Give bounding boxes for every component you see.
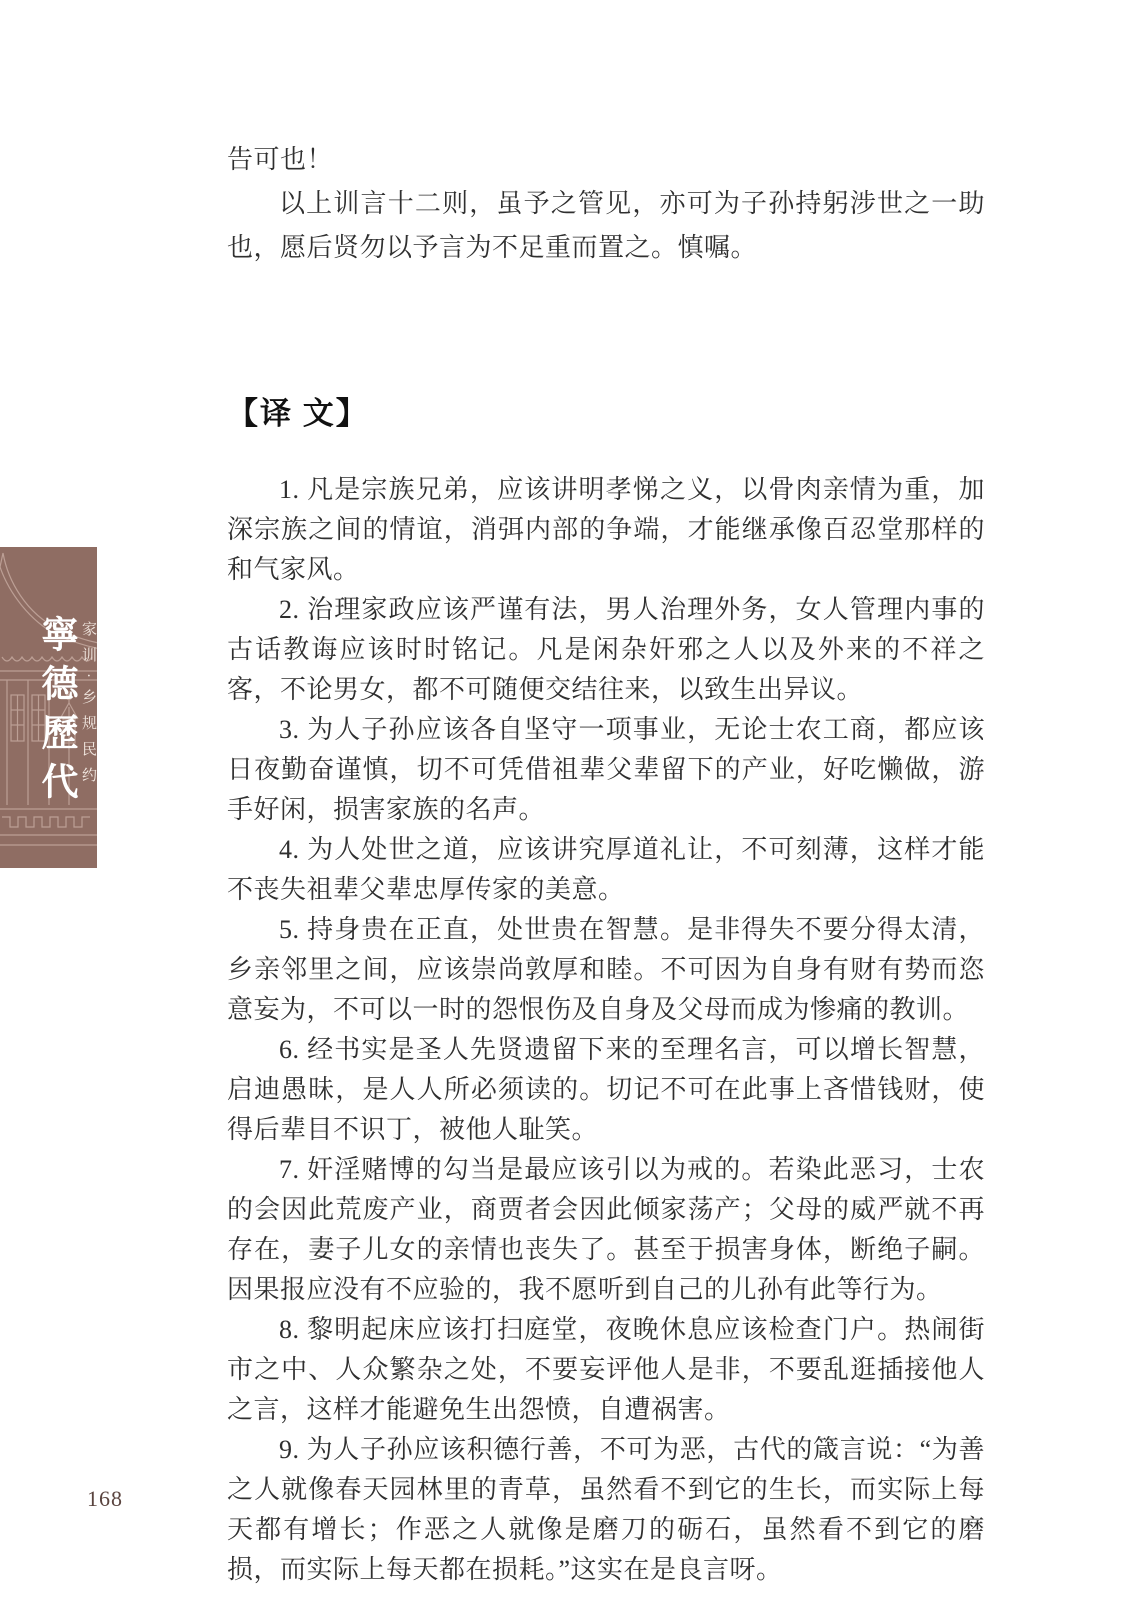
main-text-column bbox=[227, 138, 985, 1590]
opening-paragraph: 以上训言十二则，虽予之管见，亦可为子孙持躬涉世之一助也，愿后贤勿以予言为不足重而置之。慎嘱。 bbox=[227, 189, 985, 262]
opening-line: 告可也！ bbox=[227, 145, 334, 174]
translation-paragraph: 7. 奸淫赌博的勾当是最应该引以为戒的。若染此恶习，士农的会因此荒废产业，商贾者会因此倾家荡产；父母的威严就不再存在，妻子儿女的亲情也丧失了。甚至于损害身体，断绝子嗣。因果报应没有不应验的，我不愿听到自己的儿孙有此等行为。 bbox=[227, 1155, 985, 1304]
translation-paragraph: 1. 凡是宗族兄弟，应该讲明孝悌之义，以骨肉亲情为重，加深宗族之间的情谊，消弭内部的争端，才能继承像百忍堂那样的和气家风。 bbox=[227, 475, 985, 584]
translation-paragraph: 3. 为人子孙应该各自坚守一项事业，无论士农工商，都应该日夜勤奋谨慎，切不可凭借祖辈父辈留下的产业，好吃懒做，游手好闲，损害家族的名声。 bbox=[227, 715, 985, 824]
translation-paragraph: 2. 治理家政应该严谨有法，男人治理外务，女人管理内事的古话教诲应该时时铭记。凡是闲杂奸邪之人以及外来的不祥之客，不论男女，都不可随便交结往来，以致生出异议。 bbox=[227, 595, 985, 704]
translation-paragraph: 8. 黎明起床应该打扫庭堂，夜晚休息应该检查门户。热闹街市之中、人众繁杂之处，不要妄评他人是非，不要乱逛插接他人之言，这样才能避免生出怨愤，自遭祸害。 bbox=[227, 1315, 985, 1424]
section-heading-translation: 【译 文】 bbox=[227, 396, 369, 431]
translation-paragraphs bbox=[227, 470, 985, 1590]
opening-block bbox=[227, 138, 985, 270]
translation-paragraph: 9. 为人子孙应该积德行善，不可为恶，古代的箴言说：“为善之人就像春天园林里的青草，虽然看不到它的生长，而实际上每天都有增长；作恶之人就像是磨刀的砺石，虽然看不到它的磨损，而实际上每天都在损耗。”这实在是良言呀。 bbox=[227, 1435, 985, 1584]
series-title-vertical: 寧德歷代 bbox=[35, 615, 76, 811]
page-number: 168 bbox=[87, 1486, 123, 1511]
translation-paragraph: 5. 持身贵在正直，处世贵在智慧。是非得失不要分得太清，乡亲邻里之间，应该崇尚敦厚和睦。不可因为自身有财有势而恣意妄为，不可以一时的怨恨伤及自身及父母而成为惨痛的教训。 bbox=[227, 915, 985, 1024]
chapter-tab bbox=[0, 547, 97, 868]
series-subtitle-vertical: 家训·乡规民约 bbox=[80, 621, 96, 793]
translation-paragraph: 6. 经书实是圣人先贤遗留下来的至理名言，可以增长智慧，启迪愚昧，是人人所必须读的。切记不可在此事上吝惜钱财，使得后辈目不识丁，被他人耻笑。 bbox=[227, 1035, 985, 1144]
translation-paragraph: 4. 为人处世之道，应该讲究厚道礼让，不可刻薄，这样才能不丧失祖辈父辈忠厚传家的美意。 bbox=[227, 835, 985, 904]
